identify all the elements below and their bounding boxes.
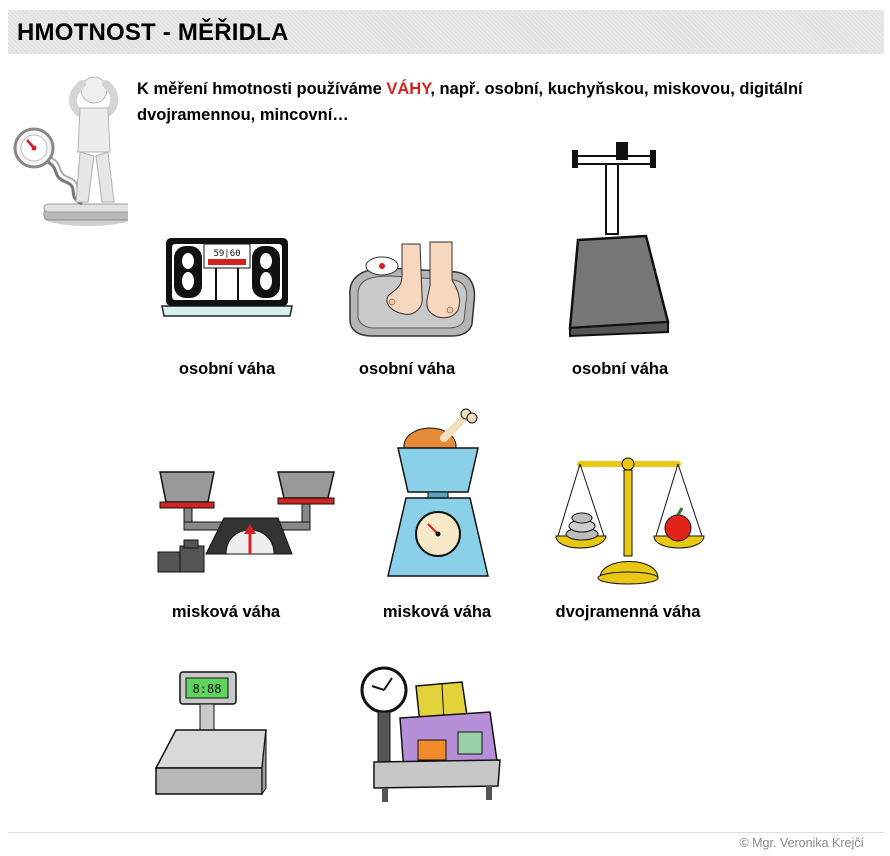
- caption-scale-2: osobní váha: [358, 360, 456, 378]
- parcel-scale-icon: [358, 664, 506, 806]
- caption-scale-3: osobní váha: [571, 360, 669, 378]
- highlight-vahy: VÁHY: [386, 80, 431, 98]
- pan-scale-icon: [154, 468, 338, 576]
- footer-copyright: © Mgr. Veronika Krejčí: [739, 836, 864, 850]
- bathroom-scale-icon: [160, 234, 294, 318]
- svg-text:59|60: 59|60: [213, 249, 241, 259]
- balance-scale-icon: [552, 454, 706, 586]
- feet-on-scale-icon: [344, 236, 480, 338]
- caption-scale-1: osobní váha: [178, 360, 276, 378]
- intro-text: K měření hmotnosti používáme VÁHY, např. osobní, kuchyňskou, miskovou, digitální dvojramennou, mincovní…: [137, 80, 803, 124]
- svg-text:8:88: 8:88: [192, 682, 222, 696]
- caption-scale-6: dvojramenná váha: [555, 603, 701, 621]
- caption-scale-5: misková váha: [382, 603, 492, 621]
- page-title: HMOTNOST - MĚŘIDLA: [17, 19, 289, 46]
- footer-divider: [8, 832, 884, 833]
- person-on-scale-icon: [10, 72, 128, 232]
- caption-scale-4: misková váha: [171, 603, 281, 621]
- platform-scale-icon: [566, 136, 674, 338]
- digital-scale-icon: [152, 670, 270, 804]
- title-bar: [8, 10, 884, 54]
- kitchen-scale-icon: [384, 404, 492, 580]
